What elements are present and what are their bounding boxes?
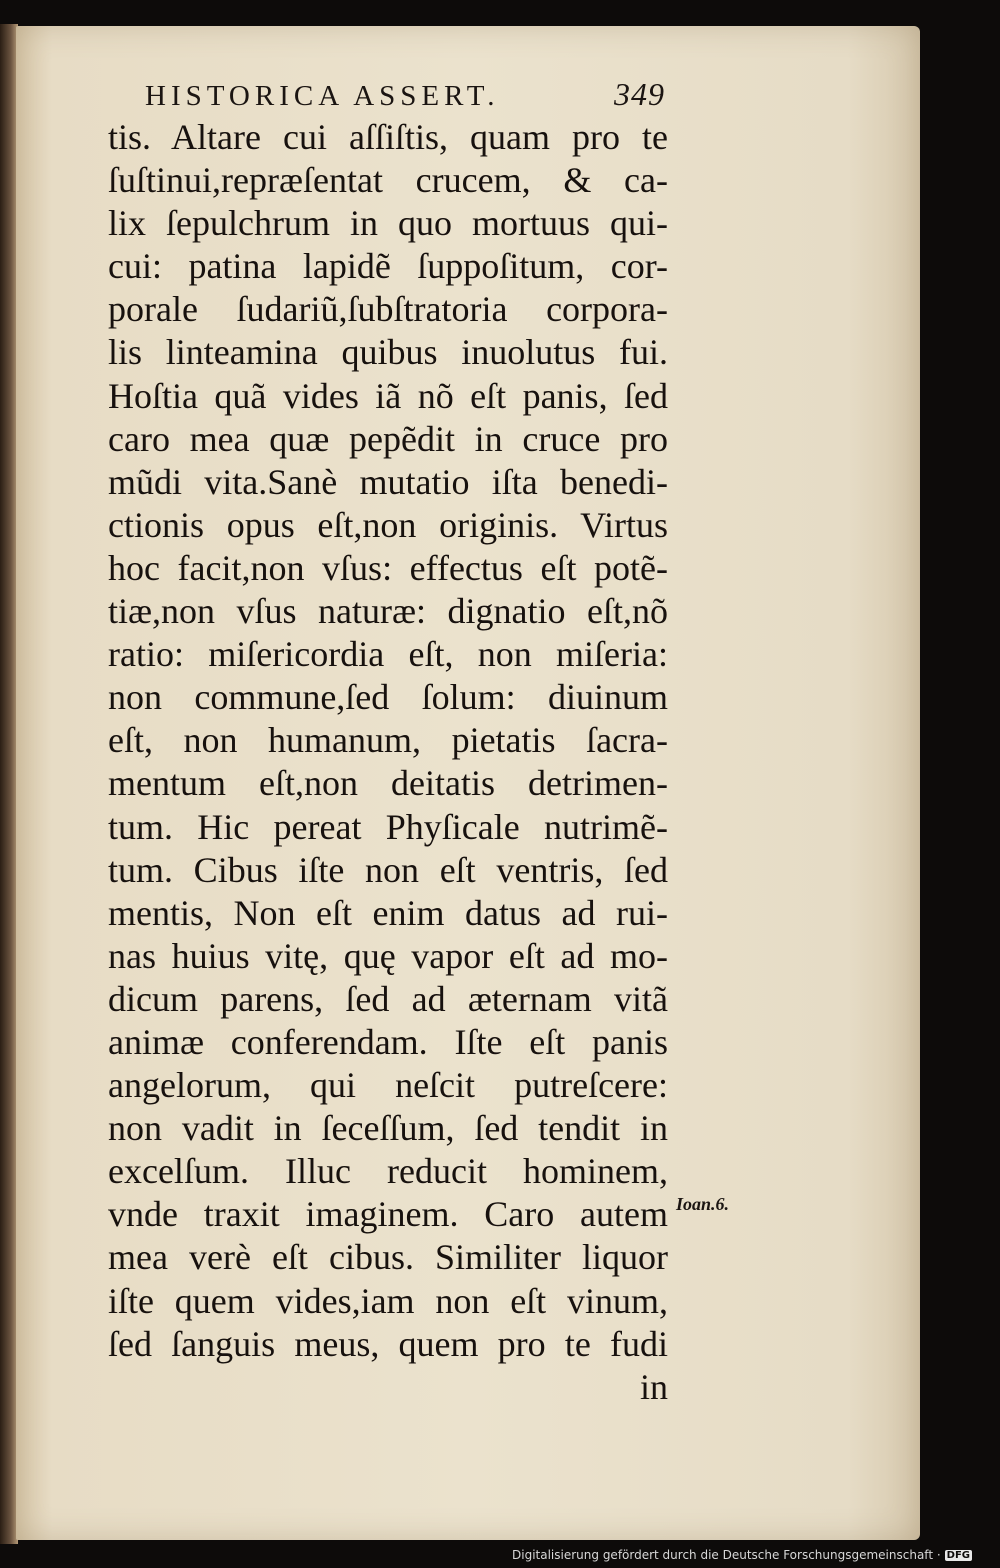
text-line: mea verè eſt cibus. Similiter liquor [108, 1237, 668, 1278]
text-line: eſt, non humanum, pietatis ſacra- [108, 720, 668, 761]
text-line: non vadit in ſeceſſum, ſed tendit in [108, 1108, 668, 1149]
text-line: tiæ,non vſus naturæ: dignatio eſt,nõ [108, 591, 668, 632]
text-line: mũdi vita.Sanè mutatio iſta benedi- [108, 461, 668, 502]
text-line: angelorum, qui neſcit putreſcere: [108, 1065, 668, 1106]
dfg-logo: DFG [946, 1549, 970, 1561]
text-line: tis. Altare cui aſſiſtis, quam pro te [108, 117, 668, 157]
running-title: HISTORICA ASSERT. [145, 80, 500, 112]
text-line: iſte quem vides,iam non eſt vinum, [108, 1280, 668, 1321]
text-line: lix ſepulchrum in quo mortuus qui- [108, 203, 668, 244]
footer-credit-text: Digitalisierung gefördert durch die Deutsche Forschungsgemeinschaft · [512, 1548, 941, 1562]
text-line: mentum eſt,non deitatis detrimen- [108, 763, 668, 804]
text-line: ſed ſanguis meus, quem pro te fudi [108, 1323, 668, 1364]
text-line: cui: patina lapidẽ ſuppoſitum, cor- [108, 246, 668, 287]
page-number: 349 [614, 76, 665, 112]
text-line: in [639, 1366, 668, 1407]
text-line: vnde traxit imaginem. Caro autem [108, 1194, 668, 1235]
text-line: tum. Cibus iſte non eſt ventris, ſed [108, 849, 668, 890]
text-line: ctionis opus eſt,non originis. Virtus [108, 504, 668, 545]
footer-credit [512, 1544, 972, 1566]
running-head [145, 74, 665, 114]
body-text [108, 116, 668, 1409]
text-line: lis linteamina quibus inuolutus fui. [108, 332, 668, 373]
text-line: caro mea quæ pepẽdit in cruce pro [108, 418, 668, 459]
text-line: animæ conferendam. Iſte eſt panis [108, 1021, 668, 1062]
margin-note: Ioan.6. [676, 1194, 730, 1214]
text-line: nas huius vitę, quę vapor eſt ad mo- [108, 935, 668, 976]
text-line: Hoſtia quã vides iã nõ eſt panis, ſed [108, 375, 668, 416]
text-line: ſuſtinui,repræſentat crucem, & ca- [108, 160, 668, 201]
text-line: ratio: miſericordia eſt, non miſeria: [108, 634, 668, 675]
text-line: porale ſudariũ,ſubſtratoria corpora- [108, 289, 668, 330]
text-line: non commune,ſed ſolum: diuinum [108, 677, 668, 718]
text-line: mentis, Non eſt enim datus ad rui- [108, 892, 668, 933]
text-line: tum. Hic pereat Phyſicale nutrimẽ- [108, 806, 668, 847]
text-line: excelſum. Illuc reducit hominem, [108, 1151, 668, 1192]
text-line: hoc facit,non vſus: effectus eſt potẽ- [108, 547, 668, 588]
text-line: dicum parens, ſed ad æternam vitã [108, 978, 668, 1019]
